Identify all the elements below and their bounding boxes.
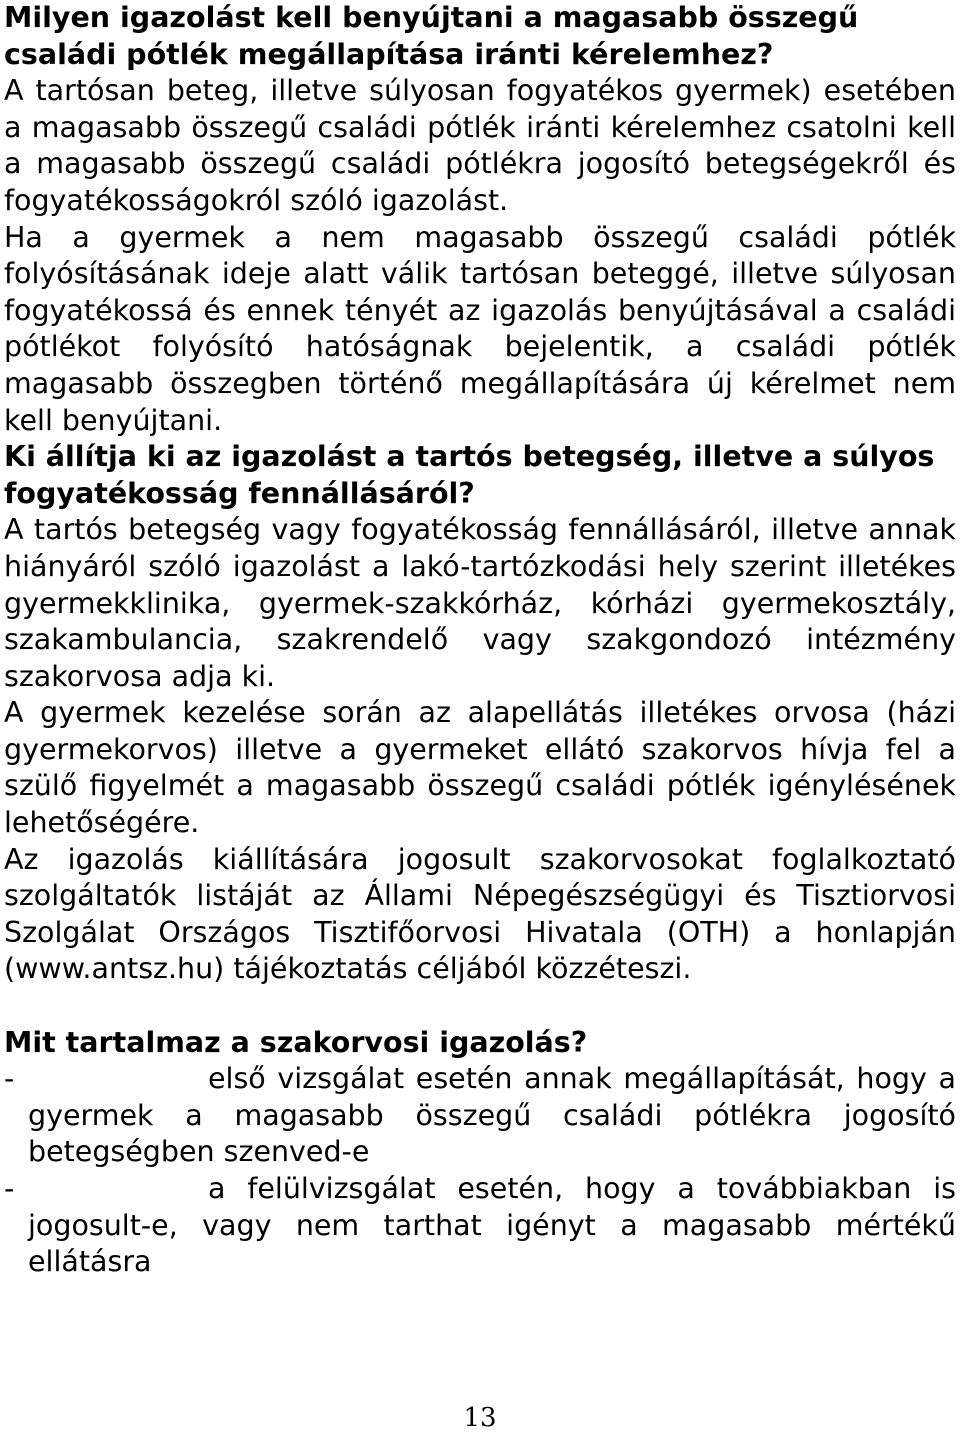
- list-dash-marker: -: [4, 1172, 15, 1205]
- list-item-text: első vizsgálat esetén annak megállapítását, hogy a gyermek a magasabb összegű családi pótlékra jogosító betegségben szenved-e: [28, 1062, 956, 1169]
- paragraph-issuing-institutions: A tartós betegség vagy fogyatékosság fennállásáról, illetve annak hiányáról szóló igazolást a lakó-tartózkodási hely szerint illetékes gyermekklinika, gyermek-szakkórház, kórházi gyermekosztály, szakambulancia, szakrendelő vagy szakgondozó intézmény szakorvosa adja ki.: [4, 513, 956, 693]
- section-heading-certificate-contents: Mit tartalmaz a szakorvosi igazolás?: [4, 1025, 588, 1059]
- list-dash-marker: -: [4, 1062, 15, 1096]
- section-spacer: [4, 988, 956, 1025]
- page-number: 13: [463, 1403, 497, 1433]
- section-heading-required-certificate: Milyen igazolást kell benyújtani a magasabb összegű családi pótlék megállapítása iránti kérelemhez?: [4, 1, 859, 71]
- paragraph-doctor-informs-parent: A gyermek kezelése során az alapellátás illetékes orvosa (házi gyermekorvos) illetve a gyermeket ellátó szakorvos hívja fel a szülő figyelmét a magasabb összegű családi pótlék igénylésének lehetőségére.: [4, 696, 956, 840]
- document-body: [4, 0, 956, 1281]
- list-item-text: a felülvizsgálat esetén, hogy a továbbiakban is jogosult-e, vagy nem tarthat igényt a magasabb mértékű ellátásra: [28, 1172, 956, 1279]
- paragraph-provider-list-published: Az igazolás kiállítására jogosult szakorvosokat foglalkoztató szolgáltatók listáját az Állami Népegészségügyi és Tisztiorvosi Szolgálat Országos Tisztifőorvosi Hivatala (OTH) a honlapján (www.antsz.hu) tájékoztatás céljából közzéteszi.: [4, 842, 956, 986]
- section-heading-who-issues: Ki állítja ki az igazolást a tartós betegség, illetve a súlyos fogyatékosság fennállásáról?: [4, 440, 935, 510]
- paragraph-no-new-application: Ha a gyermek a nem magasabb összegű családi pótlék folyósításának ideje alatt válik tartósan beteggé, illetve súlyosan fogyatékossá és ennek tényét az igazolás benyújtásával a családi pótlékot folyósító hatóságnak bejelentik, a családi pótlék magasabb összegben történő megállapítására új kérelmet nem kell benyújtani.: [4, 220, 956, 437]
- list-item-review-examination: [4, 1171, 956, 1281]
- list-item-first-examination: [4, 1061, 956, 1171]
- paragraph-certificate-attachment: A tartósan beteg, illetve súlyosan fogyatékos gyermek) esetében a magasabb összegű családi pótlék iránti kérelemhez csatolni kell a magasabb összegű családi pótlékra jogosító betegségekről és fogyatékosságokról szóló igazolást.: [4, 74, 956, 217]
